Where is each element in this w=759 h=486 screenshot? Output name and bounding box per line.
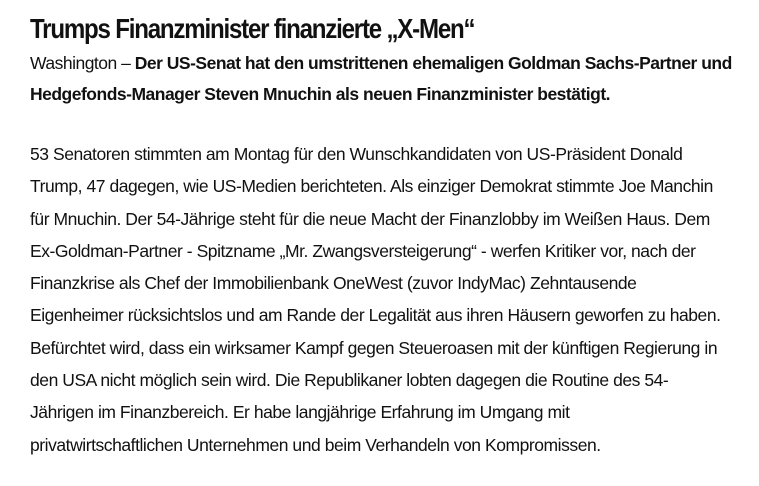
- article-lead: [30, 48, 745, 110]
- article-body-line: 53 Senatoren stimmten am Montag für den Wunschkandidaten von US-Präsident Donald: [30, 144, 683, 164]
- article-body-line: Trump, 47 dagegen, wie US-Medien berichteten. Als einziger Demokrat stimmte Joe Manchin: [30, 176, 713, 197]
- article-headline: Trumps Finanzminister finanzierte „X-Men“: [30, 13, 475, 44]
- article-body-line: Jährigen im Finanzbereich. Er habe langjährige Erfahrung im Umgang mit: [30, 402, 570, 423]
- article: [30, 10, 745, 461]
- article-body-line: Finanzkrise als Chef der Immobilienbank OneWest (zuvor IndyMac) Zehntausende: [30, 273, 637, 294]
- article-dateline: Washington –: [30, 53, 135, 73]
- article-body-line: für Mnuchin. Der 54-Jährige steht für die neue Macht der Finanzlobby im Weißen Haus. Dem: [30, 208, 710, 229]
- article-lead-text: Der US-Senat hat den umstrittenen ehemaligen Goldman Sachs-Partner und Hedgefonds-Manager Steven Mnuchin als neuen Finanzminister bestätigt.: [30, 53, 732, 104]
- article-body-line: Befürchtet wird, dass ein wirksamer Kampf gegen Steueroasen mit der künftigen Regierung in: [30, 337, 718, 358]
- article-body-line: privatwirtschaftlichen Unternehmen und beim Verhandeln von Kompromissen.: [30, 434, 601, 455]
- article-body: [30, 138, 745, 461]
- article-body-line: Ex-Goldman-Partner - Spitzname „Mr. Zwangsversteigerung“ - werfen Kritiker vor, nach der: [30, 240, 696, 261]
- article-body-line: den USA nicht möglich sein wird. Die Republikaner lobten dagegen die Routine des 54-: [30, 370, 669, 391]
- article-body-line: Eigenheimer rücksichtslos und am Rande der Legalität aus ihren Häusern geworfen zu haben.: [30, 305, 721, 326]
